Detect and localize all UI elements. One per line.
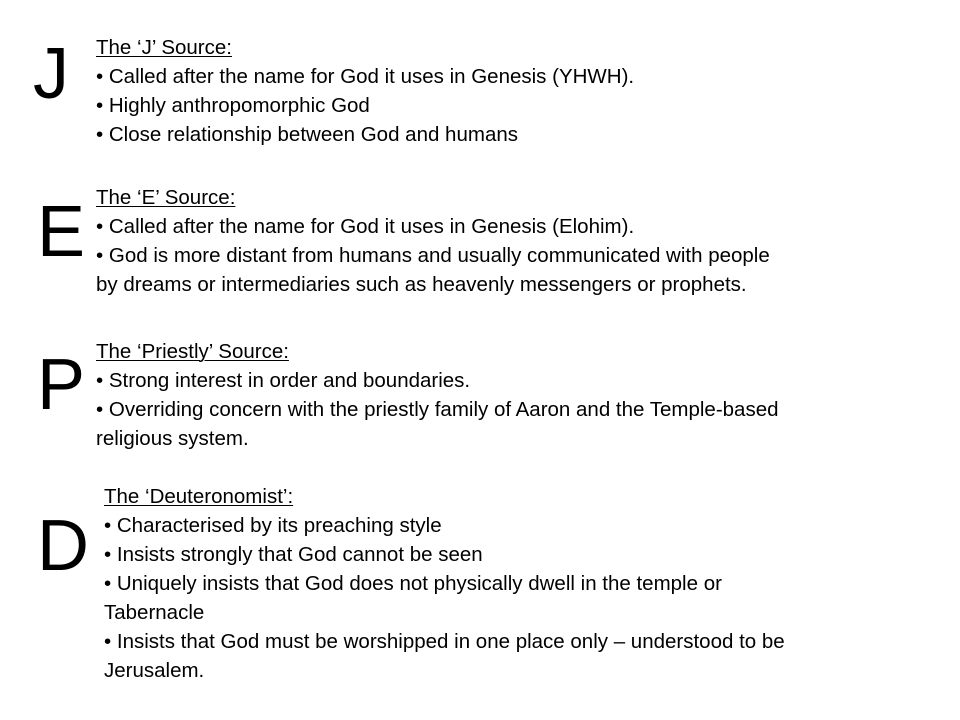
d-source-line: • Characterised by its preaching style (104, 514, 442, 537)
j-source-block (96, 33, 936, 149)
d-source-line: Tabernacle (104, 601, 205, 624)
d-source-heading: The ‘Deuteronomist’: (104, 485, 294, 508)
j-source-heading: The ‘J’ Source: (96, 36, 232, 59)
letter-e: E (37, 192, 86, 272)
p-source-line: • Strong interest in order and boundaries. (96, 369, 471, 392)
e-source-line: • Called after the name for God it uses in Genesis (Elohim). (96, 215, 635, 238)
p-source-line: religious system. (96, 427, 249, 450)
e-source-line: by dreams or intermediaries such as heavenly messengers or prophets. (96, 273, 747, 296)
d-source-line: Jerusalem. (104, 659, 205, 682)
p-source-block (96, 337, 936, 453)
d-source-line: • Insists that God must be worshipped in one place only – understood to be (104, 630, 785, 653)
e-source-block (96, 183, 936, 299)
d-source-line: • Insists strongly that God cannot be seen (104, 543, 483, 566)
e-source-line: • God is more distant from humans and usually communicated with people (96, 244, 770, 267)
d-source-block (104, 482, 934, 685)
letter-d: D (37, 506, 89, 586)
d-source-line: • Uniquely insists that God does not physically dwell in the temple or (104, 572, 722, 595)
e-source-heading: The ‘E’ Source: (96, 186, 236, 209)
letter-p: P (37, 345, 86, 425)
j-source-line: • Close relationship between God and humans (96, 123, 518, 146)
j-source-line: • Called after the name for God it uses in Genesis (YHWH). (96, 65, 635, 88)
p-source-line: • Overriding concern with the priestly family of Aaron and the Temple-based (96, 398, 779, 421)
p-source-heading: The ‘Priestly’ Source: (96, 340, 289, 363)
letter-j: J (33, 34, 69, 114)
j-source-line: • Highly anthropomorphic God (96, 94, 370, 117)
